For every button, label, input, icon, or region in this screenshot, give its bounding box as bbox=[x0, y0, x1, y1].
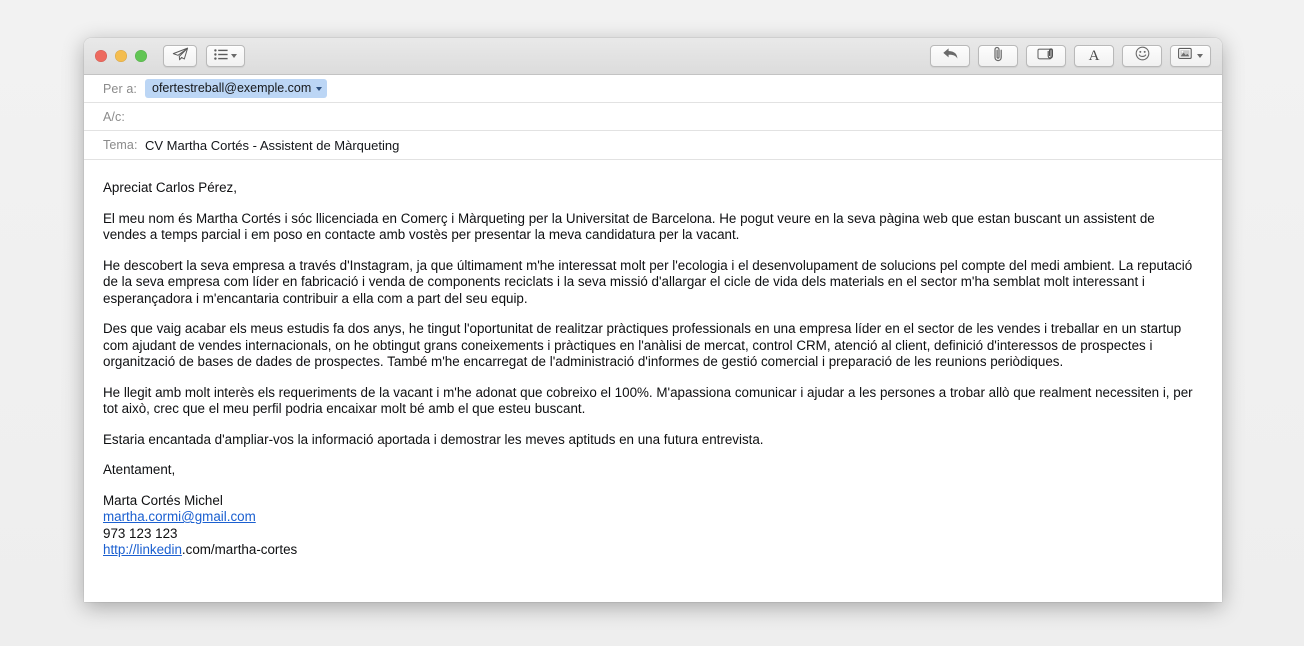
format-button[interactable] bbox=[1074, 45, 1114, 67]
body-paragraph-1: El meu nom és Martha Cortés i sóc llicenciada en Comerç i Màrqueting per la Universitat de Barcelona. He pogut veure en la seva pàgina web que estan buscant un assistent de vendes a temps parcial i em poso en contacte amb vostès per presentar la meva candidatura per la vacant. bbox=[103, 210, 1155, 242]
body-paragraph-5: Estaria encantada d'ampliar-vos la informació aportada i demostrar les meves aptituds en una futura entrevista. bbox=[103, 431, 764, 447]
toolbar-left bbox=[163, 45, 245, 67]
list-icon bbox=[214, 47, 228, 65]
paper-plane-icon bbox=[172, 47, 189, 66]
paperclip-icon bbox=[992, 46, 1004, 67]
chevron-down-icon bbox=[1197, 54, 1203, 58]
signature-name: Marta Cortés Michel bbox=[103, 492, 223, 508]
reply-button[interactable] bbox=[930, 45, 970, 67]
photo-icon bbox=[1178, 47, 1194, 65]
recipient-token-label: ofertestreball@exemple.com bbox=[152, 81, 312, 96]
markup-attachment-icon bbox=[1037, 46, 1056, 66]
window-titlebar bbox=[84, 38, 1222, 75]
compose-header-fields bbox=[84, 75, 1222, 160]
zoom-button[interactable] bbox=[135, 50, 147, 62]
smiley-icon bbox=[1135, 46, 1150, 66]
signature-linkedin-link[interactable]: http://linkedin bbox=[103, 542, 182, 557]
closing-paragraph: Atentament, bbox=[103, 462, 176, 477]
markup-button[interactable] bbox=[1026, 45, 1066, 67]
toolbar-right bbox=[930, 45, 1211, 67]
body-paragraph-2: He descobert la seva empresa a través d'Instagram, ja que últimament m'he interessat molt per l'ecologia i el desenvolupament de solucions pel compte del medi ambient. La reputació de la seva empresa com líder en fabricació i venda de components reciclats i la seva missió d'allargar el cicle de vida dels materials en el sector m'ha semblat molt interessant i esperançadora i m'encantaria contribuir a ella com a part del seu equip. bbox=[103, 257, 1193, 306]
subject-field-label: Tema: bbox=[103, 138, 138, 152]
greeting-paragraph: Apreciat Carlos Pérez, bbox=[103, 180, 237, 195]
chevron-down-icon bbox=[231, 54, 237, 58]
emoji-button[interactable] bbox=[1122, 45, 1162, 67]
to-field-row[interactable] bbox=[84, 75, 1222, 103]
photo-browser-button[interactable] bbox=[1170, 45, 1211, 67]
signature-email-link[interactable]: martha.cormi@gmail.com bbox=[103, 509, 256, 524]
message-body[interactable] bbox=[84, 160, 1222, 602]
signature-linkedin-rest: .com/martha-cortes bbox=[181, 542, 298, 557]
subject-field-value: CV Martha Cortés - Assistent de Màrqueting bbox=[145, 137, 400, 153]
traffic-lights bbox=[95, 50, 147, 62]
cc-field-label: A/c: bbox=[103, 109, 125, 124]
header-fields-button[interactable] bbox=[206, 45, 245, 67]
signature-email-line bbox=[103, 509, 1200, 526]
reply-arrow-icon bbox=[942, 47, 959, 65]
compose-window bbox=[84, 38, 1222, 602]
attach-button[interactable] bbox=[978, 45, 1018, 67]
chevron-down-icon[interactable] bbox=[316, 87, 322, 91]
minimize-button[interactable] bbox=[115, 50, 127, 62]
send-button[interactable] bbox=[163, 45, 197, 67]
body-paragraph-3: Des que vaig acabar els meus estudis fa dos anys, he tingut l'oportunitat de realitzar pràctiques professionals en una empresa líder en el sector de les vendes i treballar en un startup com ajudant de vendes internacionals, on he obtingut grans coneixements i pràctiques en l'anàlisi de mercat, control CRM, atenció al client, definició d'interessos de prospectes i organització de bases de dades de prospectes. També m'he encarregat de l'administració d'informes de gestió comercial i preparació de les reunions periòdiques. bbox=[103, 321, 1182, 369]
cc-field-row[interactable] bbox=[84, 103, 1222, 131]
to-field-label: Per a: bbox=[103, 81, 137, 96]
signature-phone: 973 123 123 bbox=[103, 525, 178, 541]
subject-field-row[interactable] bbox=[84, 131, 1222, 160]
close-button[interactable] bbox=[95, 50, 107, 62]
recipient-token[interactable] bbox=[145, 79, 327, 97]
signature-block bbox=[103, 493, 1200, 559]
body-paragraph-4: He llegit amb molt interès els requeriments de la vacant i m'he adonat que cobreixo el 100%. M'apassiona comunicar i ajudar a les persones a trobar allò que realment necessiten i, per tot això, crec que el meu perfil podria encaixar molt bé amb el que esteu buscant. bbox=[103, 384, 1193, 416]
signature-linkedin-line bbox=[103, 542, 1200, 559]
format-text-icon: A bbox=[1088, 47, 1100, 64]
